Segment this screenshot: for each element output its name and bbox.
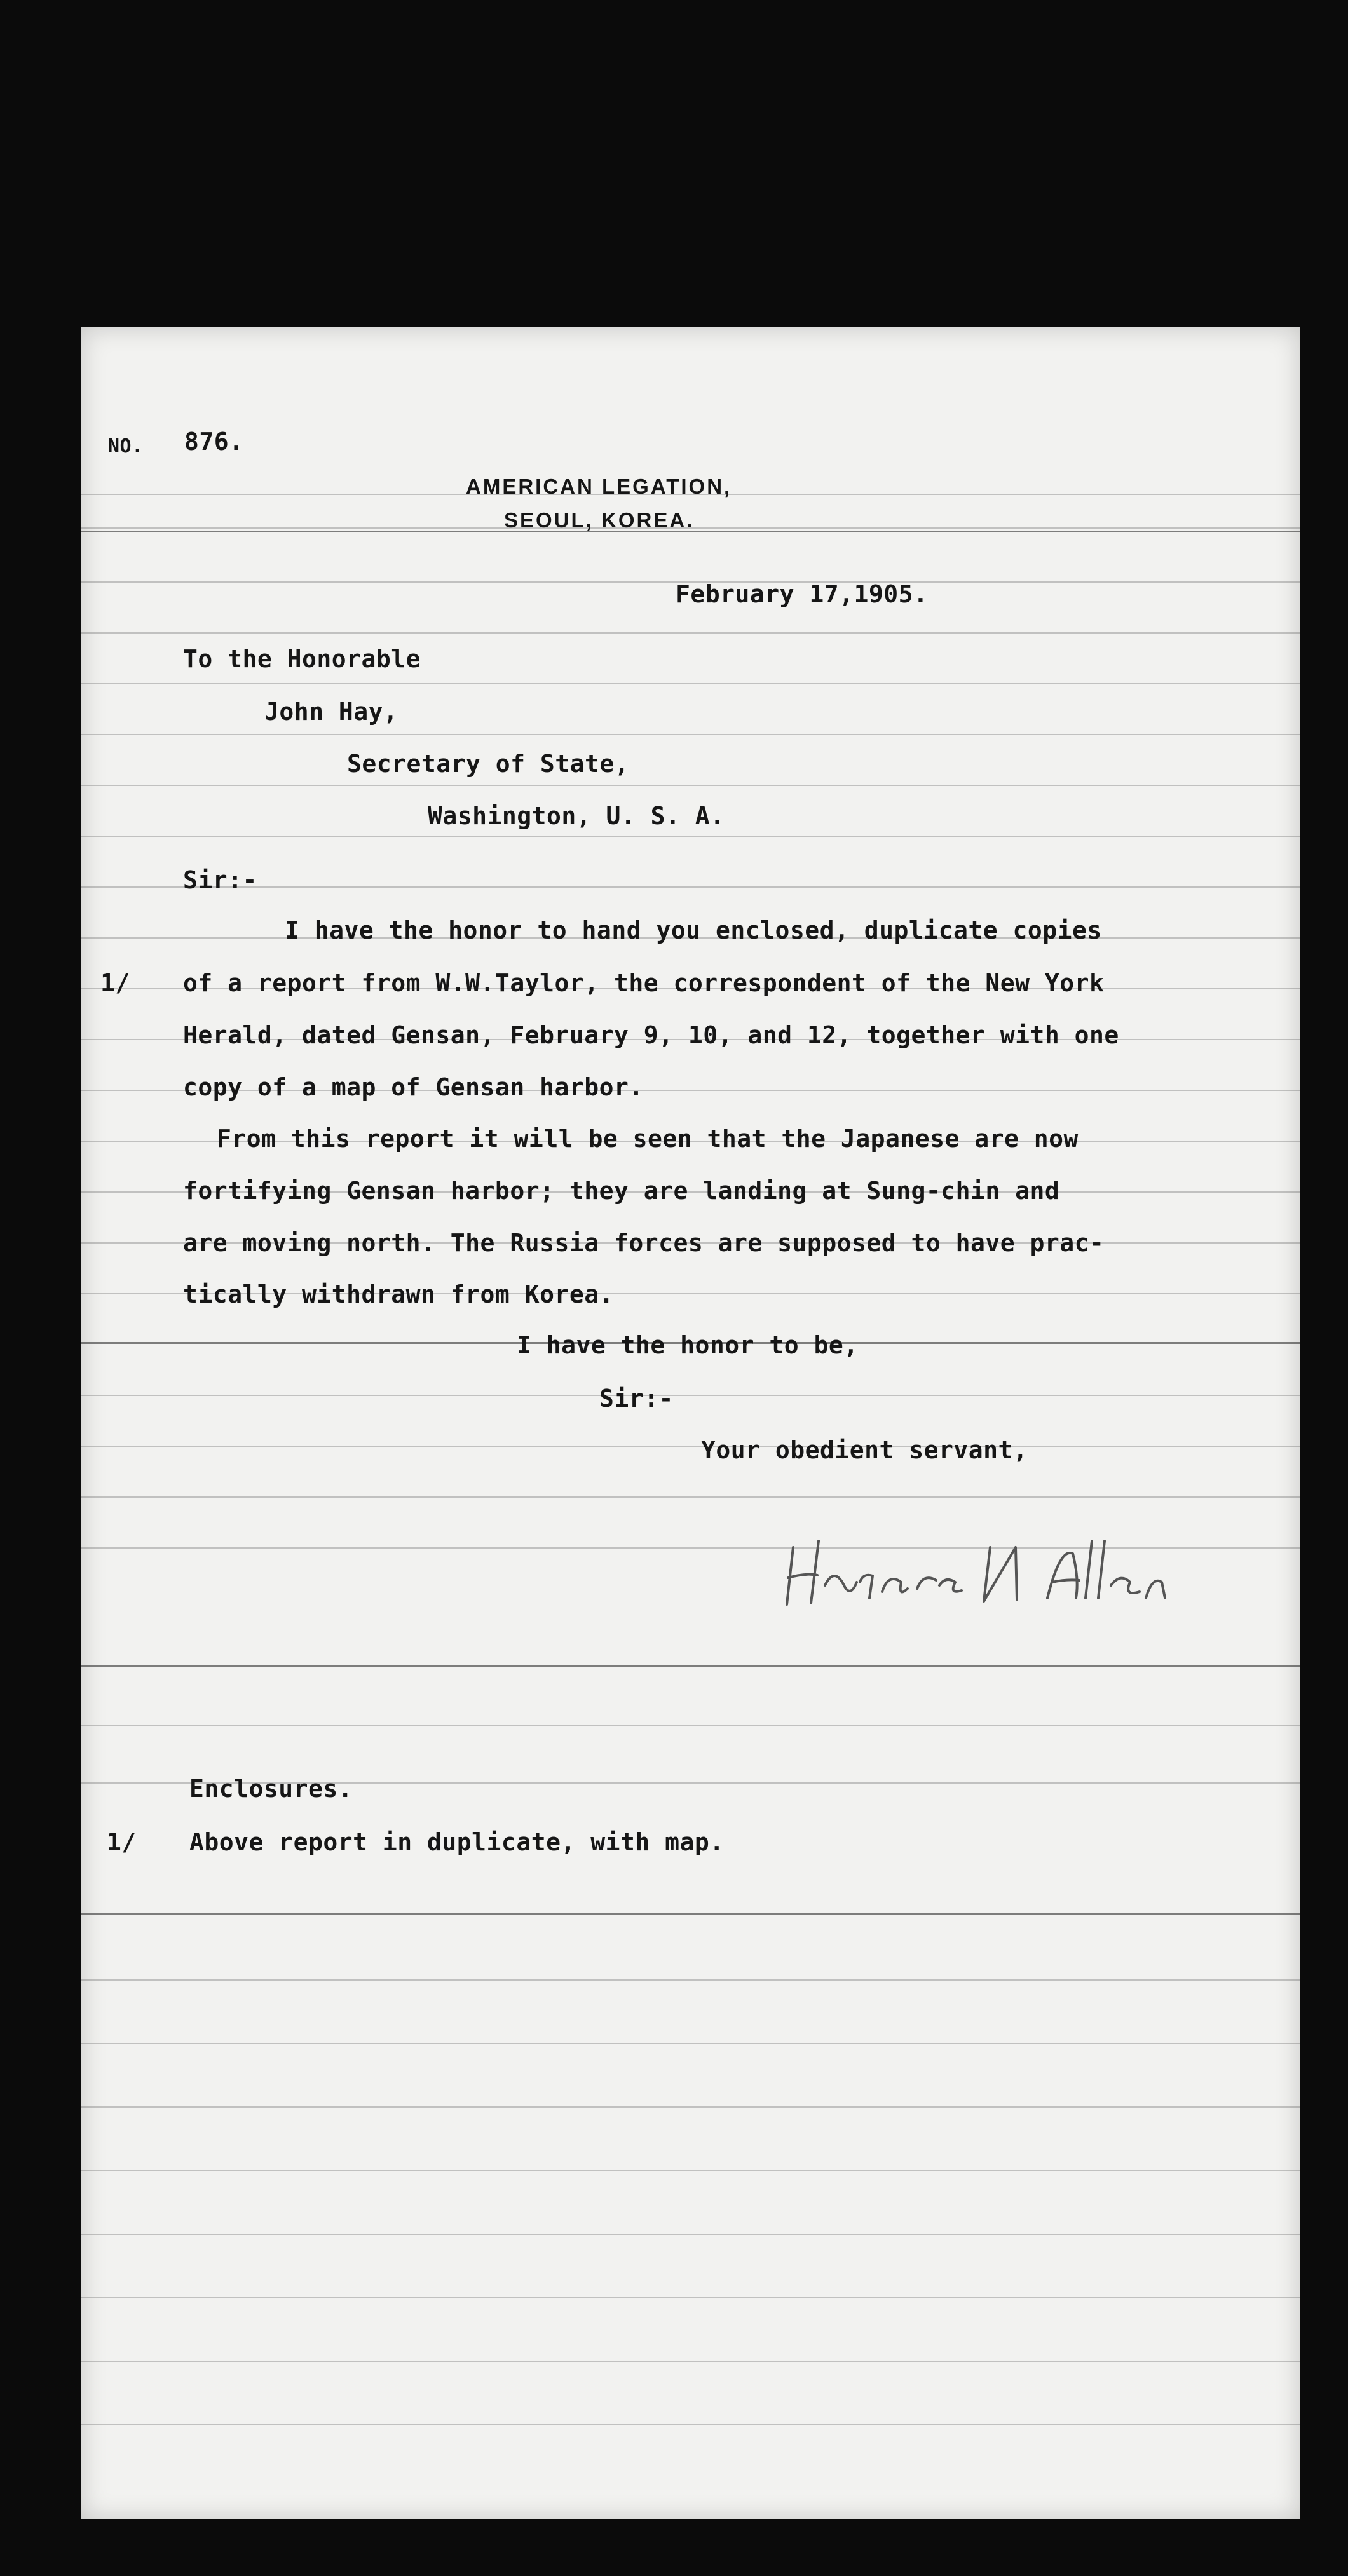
body-line-2: of a report from W.W.Taylor, the correspondent of the New York (183, 969, 1105, 997)
closing-line-2: Sir:- (599, 1385, 674, 1413)
body-line-7: are moving north. The Russia forces are supposed to have prac- (183, 1229, 1105, 1257)
margin-mark-1: 1/ (100, 969, 130, 997)
body-line-4: copy of a map of Gensan harbor. (183, 1073, 644, 1101)
closing-line-1: I have the honor to be, (517, 1331, 859, 1359)
letter-date: February 17,1905. (676, 580, 929, 608)
margin-mark-2: 1/ (107, 1828, 137, 1856)
letterhead-line-1: AMERICAN LEGATION, (466, 475, 732, 498)
body-line-6: fortifying Gensan harbor; they are landing at Sung-chin and (183, 1177, 1060, 1205)
handwritten-signature (780, 1522, 1238, 1617)
address-line-4: Washington, U. S. A. (428, 802, 725, 830)
letter-page (81, 327, 1300, 2519)
address-line-2: John Hay, (264, 698, 398, 726)
body-line-5: From this report it will be seen that the Japanese are now (217, 1125, 1079, 1153)
body-line-3: Herald, dated Gensan, February 9, 10, and 12, together with one (183, 1021, 1119, 1049)
enclosure-item: Above report in duplicate, with map. (189, 1828, 725, 1856)
address-line-3: Secretary of State, (347, 750, 630, 778)
document-number: 876. (184, 428, 244, 456)
body-line-8: tically withdrawn from Korea. (183, 1280, 614, 1308)
letterhead-line-2: SEOUL, KOREA. (504, 508, 695, 532)
number-label: NO. (108, 435, 144, 458)
salutation: Sir:- (183, 866, 257, 894)
enclosures-label: Enclosures. (189, 1775, 353, 1803)
address-line-1: To the Honorable (183, 645, 421, 673)
closing-line-3: Your obedient servant, (701, 1436, 1028, 1464)
body-line-1: I have the honor to hand you enclosed, duplicate copies (285, 916, 1102, 944)
